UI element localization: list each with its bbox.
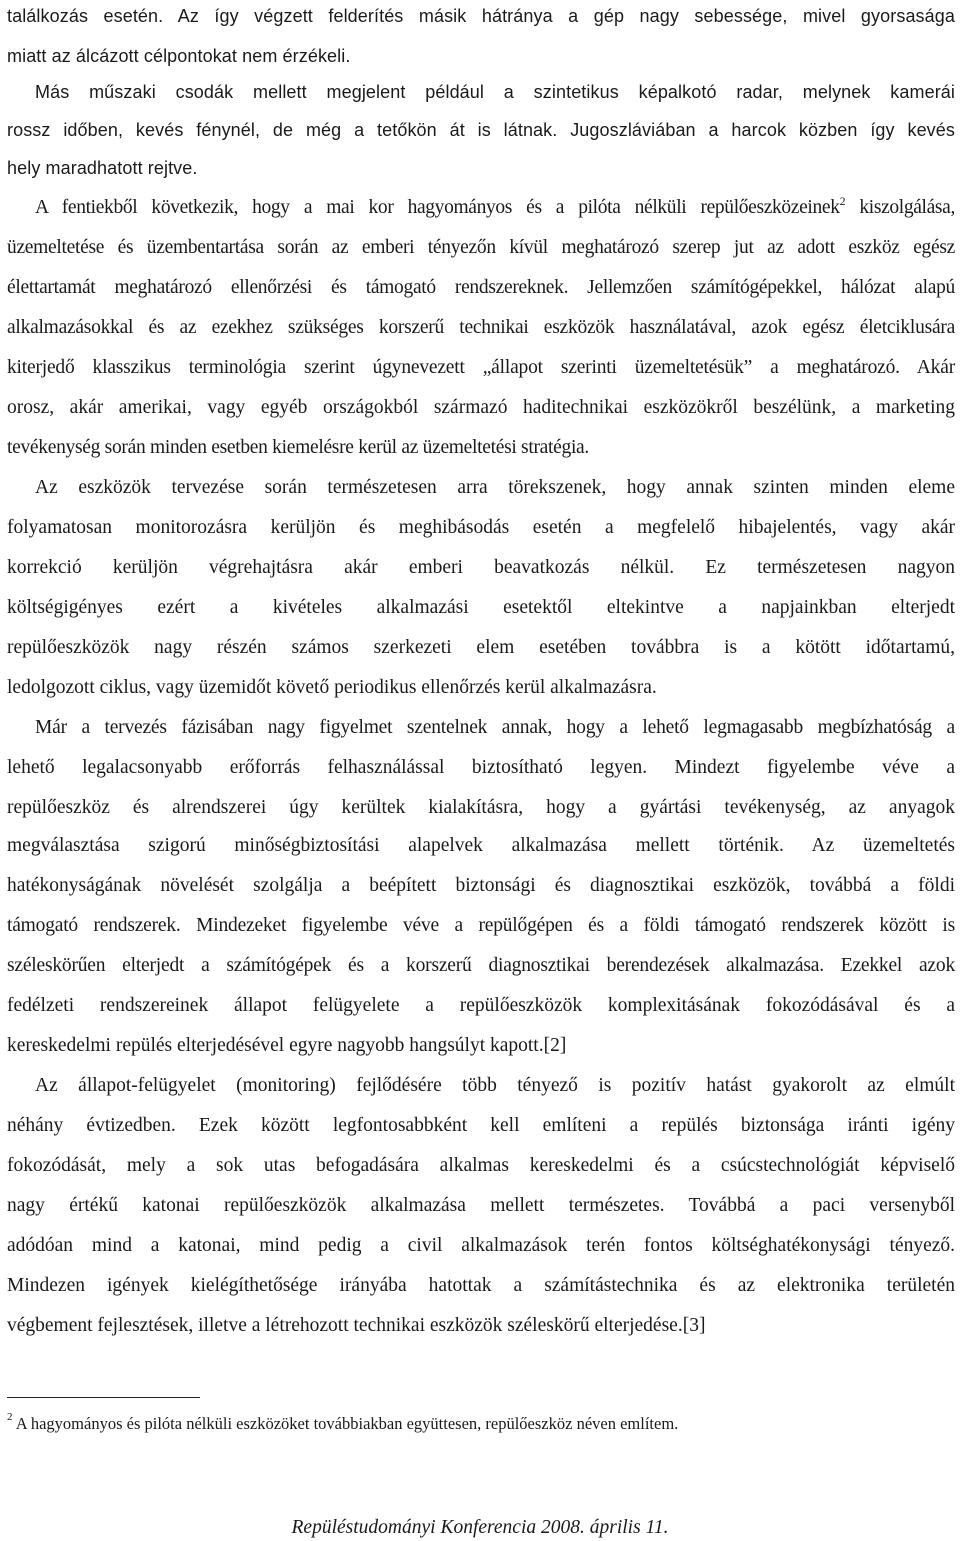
- text-line: kereskedelmi repülés elterjedésével egyre nagyobb hangsúlyt kapott.[2]: [7, 1035, 567, 1056]
- text-line: tevékenység során minden esetben kiemelésre kerül az üzemeltetési stratégia.: [7, 437, 589, 458]
- text-line: megválasztása szigorú minőségbiztosítási alapelvek alkalmazása mellett történik. Az üzemeltetés: [7, 835, 955, 856]
- text-line: repülőeszköz és alrendszerei úgy kerültek kialakításra, hogy a gyártási tevékenység, az anyagok: [7, 797, 955, 818]
- text-line: fedélzeti rendszereinek állapot felügyelete a repülőeszközök komplexitásának fokozódásával és a: [7, 995, 955, 1016]
- text-line: támogató rendszerek. Mindezeket figyelembe véve a repülőgépen és a földi támogató rendszerek között is: [7, 915, 955, 936]
- text-line: alkalmazásokkal és az ezekhez szükséges korszerű technikai eszközök használatával, azok egész életciklusára: [7, 317, 955, 338]
- text-line: találkozás esetén. Az így végzett felderítés másik hátránya a gép nagy sebessége, mivel gyorsasága: [7, 6, 955, 26]
- text-line: Az állapot-felügyelet (monitoring) fejlődésére több tényező is pozitív hatást gyakorolt az elmúlt: [35, 1075, 955, 1096]
- text-line: lehető legalacsonyabb erőforrás felhasználással biztosítható legyen. Mindezt figyelembe véve a: [7, 757, 955, 778]
- text-line: fokozódását, mely a sok utas befogadására alkalmas kereskedelmi és a csúcstechnológiát képviselő: [7, 1155, 955, 1176]
- text-line: néhány évtizedben. Ezek között legfontosabbként kell említeni a repülés biztonsága iránti igény: [7, 1115, 955, 1136]
- text-line: végbement fejlesztések, illetve a létrehozott technikai eszközök széleskörű elterjedése.[3]: [7, 1315, 706, 1336]
- text-line: rossz időben, kevés fénynél, de még a tetőkön át is látnak. Jugoszláviában a harcok közben így kevés: [7, 120, 955, 140]
- text-line: Már a tervezés fázisában nagy figyelmet szentelnek annak, hogy a lehető legmagasabb megbízhatóság a: [35, 717, 955, 738]
- footnote-separator: [7, 1397, 200, 1398]
- text-line: hely maradhatott rejtve.: [7, 158, 198, 178]
- footnote-marker: 2: [7, 1411, 13, 1423]
- text-line: Az eszközök tervezése során természetesen arra törekszenek, hogy annak szinten minden eleme: [35, 477, 955, 498]
- footnote-reference: 2: [839, 194, 846, 208]
- text-line: adódóan mind a katonai, mind pedig a civil alkalmazások terén fontos költséghatékonysági tényező.: [7, 1235, 955, 1256]
- text-line: Mindezen igények kielégíthetősége irányába hatottak a számítástechnika és az elektronika területén: [7, 1275, 955, 1296]
- text-line: Más műszaki csodák mellett megjelent például a szintetikus képalkotó radar, melynek kamerái: [35, 82, 955, 102]
- text-line: ledolgozott ciklus, vagy üzemidőt követő periodikus ellenőrzés kerül alkalmazásra.: [7, 677, 657, 698]
- text-line: orosz, akár amerikai, vagy egyéb országokból származó haditechnikai eszközökről beszélünk, a marketing: [7, 397, 955, 418]
- page-footer: [0, 1516, 960, 1540]
- text-line: korrekció kerüljön végrehajtásra akár emberi beavatkozás nélkül. Ez természetesen nagyon: [7, 557, 955, 578]
- text-line: folyamatosan monitorozásra kerüljön és meghibásodás esetén a megfelelő hibajelentés, vagy akár: [7, 517, 955, 538]
- text-line: [35, 196, 955, 220]
- text-line: repülőeszközök nagy részén számos szerkezeti elem esetében továbbra is a kötött időtartamú,: [7, 637, 955, 658]
- text-line: élettartamát meghatározó ellenőrzési és támogató rendszereknek. Jellemzően számítógépekkel, hálózat alapú: [7, 277, 955, 298]
- text-line: hatékonyságának növelését szolgálja a beépített biztonsági és diagnosztikai eszközök, továbbá a földi: [7, 875, 955, 896]
- footer-text: Repüléstudományi Konferencia 2008. április 11.: [291, 1517, 669, 1538]
- footnote: [7, 1413, 955, 1435]
- text-line: nagy értékű katonai repülőeszközök alkalmazása mellett természetes. Továbbá a paci versenyből: [7, 1195, 955, 1216]
- text-segment: kiszolgálása,: [859, 197, 955, 218]
- text-line: széleskörűen elterjedt a számítógépek és a korszerű diagnosztikai berendezések alkalmazása. Ezekkel azok: [7, 955, 955, 976]
- footnote-text: A hagyományos és pilóta nélküli eszközöket továbbiakban együttesen, repülőeszköz néven említem.: [15, 1414, 679, 1433]
- text-line: üzemeltetése és üzembentartása során az emberi tényezőn kívül meghatározó szerep jut az adott eszköz egész: [7, 237, 955, 258]
- text-line: kiterjedő klasszikus terminológia szerint úgynevezett „állapot szerinti üzemeltetésük” a meghatározó. Akár: [7, 357, 955, 378]
- text-line: költségigényes ezért a kivételes alkalmazási esetektől eltekintve a napjainkban elterjedt: [7, 597, 955, 618]
- text-segment: A fentiekből következik, hogy a mai kor hagyományos és a pilóta nélküli repülőeszközeinek: [35, 197, 840, 218]
- text-line: miatt az álcázott célpontokat nem érzékeli.: [7, 46, 351, 66]
